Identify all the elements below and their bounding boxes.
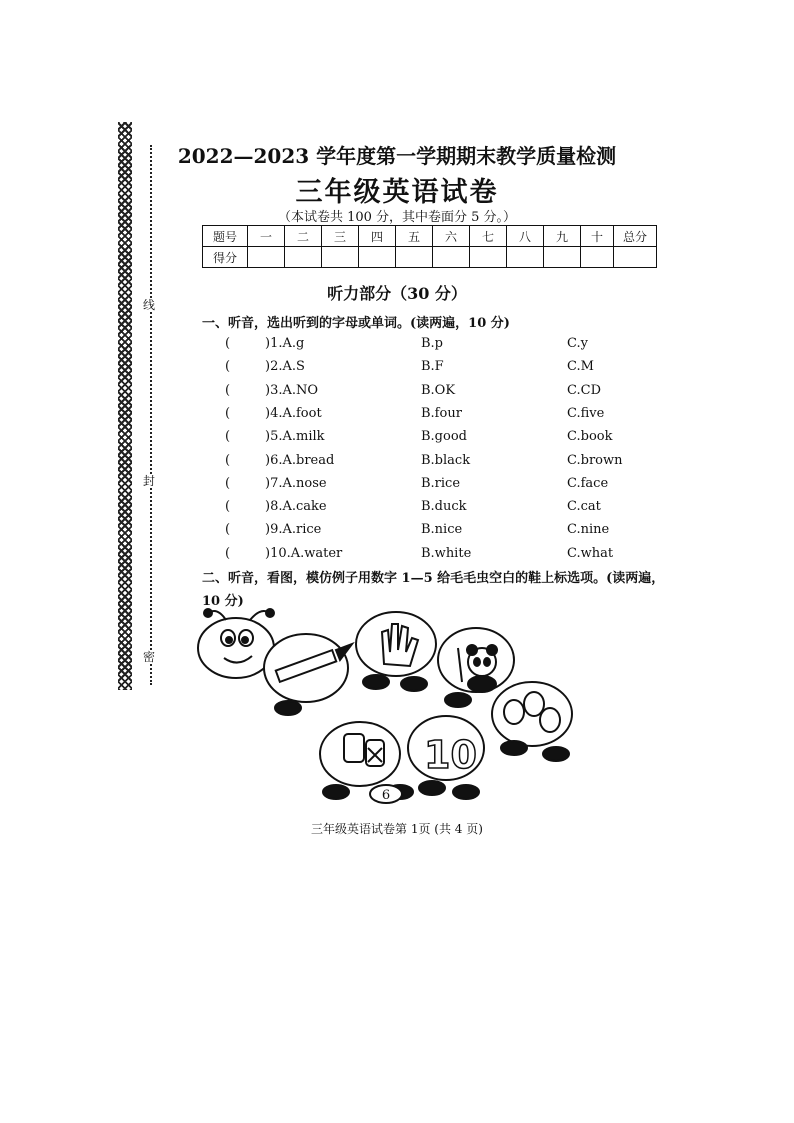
option-c: C.face [567, 475, 609, 491]
option-a: )10.A.water [265, 545, 343, 561]
score-header-cell: 一 [248, 226, 285, 247]
option-c: C.five [567, 405, 605, 421]
margin-label-secret: 密 [143, 650, 156, 664]
option-c: C.cat [567, 499, 601, 515]
part2-heading-line1: 二、听音，看图，模仿例子用数字 1—5 给毛毛虫空白的鞋上标选项。(读两遍， [202, 571, 665, 586]
score-header-cell: 二 [285, 226, 322, 247]
score-header-cell: 八 [507, 226, 544, 247]
option-c: C.CD [567, 382, 601, 398]
score-cell[interactable] [322, 247, 359, 268]
score-header-cell: 九 [544, 226, 581, 247]
score-cell[interactable] [581, 247, 614, 268]
hand-segment [356, 612, 436, 691]
option-c: C.M [567, 359, 594, 375]
score-header-cell: 十 [581, 226, 614, 247]
caterpillar-illustration [196, 608, 576, 813]
score-cell[interactable] [248, 247, 285, 268]
answer-paren[interactable]: ( [225, 429, 231, 445]
option-b: B.OK [421, 382, 456, 398]
option-b: B.four [421, 405, 462, 421]
exam-subtitle: 三年级英语试卷 [295, 177, 499, 208]
option-a: )4.A.foot [265, 405, 322, 421]
question-row [225, 406, 645, 426]
score-header-cell: 五 [396, 226, 433, 247]
question-row [225, 336, 645, 356]
listening-section-title: 听力部分（30 分） [327, 284, 467, 303]
question-row [225, 383, 645, 403]
part1-heading: 一、听音，选出听到的字母或单词。(读两遍，10 分) [202, 316, 510, 331]
option-b: B.F [421, 359, 444, 375]
option-b: B.good [421, 429, 467, 445]
score-cell[interactable] [544, 247, 581, 268]
question-row [225, 359, 645, 379]
option-a: )2.A.S [265, 359, 305, 375]
svg-text:10: 10 [424, 733, 477, 777]
option-c: C.what [567, 545, 614, 561]
score-header-cell: 题号 [203, 226, 248, 247]
score-header-cell: 七 [470, 226, 507, 247]
binding-dotted-line [150, 145, 152, 685]
page-footer: 三年级英语试卷第 1页 (共 4 页) [311, 822, 483, 836]
numbers-segment [408, 716, 484, 799]
option-a: )8.A.cake [265, 499, 327, 515]
question-row [225, 453, 645, 473]
option-a: )6.A.bread [265, 452, 335, 468]
score-header-cell: 三 [322, 226, 359, 247]
margin-label-seal: 封 [143, 474, 156, 488]
score-table [202, 225, 657, 268]
score-header-cell: 总分 [614, 226, 657, 247]
question-row [225, 429, 645, 449]
example-shoe-number: 6 [381, 788, 391, 803]
score-table-score-row [203, 247, 657, 268]
part2-heading-line2: 10 分) [202, 594, 244, 609]
score-cell[interactable] [285, 247, 322, 268]
option-a: )3.A.NO [265, 382, 319, 398]
score-header-cell: 六 [433, 226, 470, 247]
pencil-segment [264, 634, 352, 715]
answer-paren[interactable]: ( [225, 382, 231, 398]
option-b: B.p [421, 336, 444, 351]
score-table-header-row [203, 226, 657, 247]
option-a: )7.A.nose [265, 475, 327, 491]
option-c: C.y [567, 336, 588, 351]
margin-label-line: 线 [143, 298, 156, 312]
question-row [225, 546, 645, 566]
answer-paren[interactable]: ( [225, 545, 231, 561]
score-cell[interactable] [614, 247, 657, 268]
option-c: C.nine [567, 522, 610, 538]
option-a: )9.A.rice [265, 522, 322, 538]
score-cell[interactable] [396, 247, 433, 268]
option-c: C.book [567, 429, 613, 445]
exam-note: （本试卷共 100 分，其中卷面分 5 分。） [277, 210, 517, 225]
score-header-cell: 四 [359, 226, 396, 247]
question-row [225, 476, 645, 496]
option-a: )1.A.g [265, 336, 305, 351]
answer-paren[interactable]: ( [225, 405, 231, 421]
option-b: B.nice [421, 522, 463, 538]
answer-paren[interactable]: ( [225, 359, 231, 375]
score-cell[interactable] [359, 247, 396, 268]
score-cell[interactable] [470, 247, 507, 268]
option-b: B.duck [421, 499, 467, 515]
option-b: B.rice [421, 475, 461, 491]
score-row-label: 得分 [203, 247, 248, 268]
answer-paren[interactable]: ( [225, 522, 231, 538]
score-cell[interactable] [507, 247, 544, 268]
answer-paren[interactable]: ( [225, 336, 231, 351]
caterpillar-head [198, 609, 274, 678]
answer-paren[interactable]: ( [225, 452, 231, 468]
schoolbag-segment [320, 722, 413, 799]
eggs-segment [492, 682, 572, 761]
question-row [225, 522, 645, 542]
option-c: C.brown [567, 452, 623, 468]
answer-paren[interactable]: ( [225, 475, 231, 491]
question-row [225, 499, 645, 519]
option-a: )5.A.milk [265, 429, 325, 445]
answer-paren[interactable]: ( [225, 499, 231, 515]
option-b: B.white [421, 545, 472, 561]
exam-title: 2022—2023 学年度第一学期期末教学质量检测 [177, 144, 617, 168]
option-b: B.black [421, 452, 471, 468]
score-cell[interactable] [433, 247, 470, 268]
